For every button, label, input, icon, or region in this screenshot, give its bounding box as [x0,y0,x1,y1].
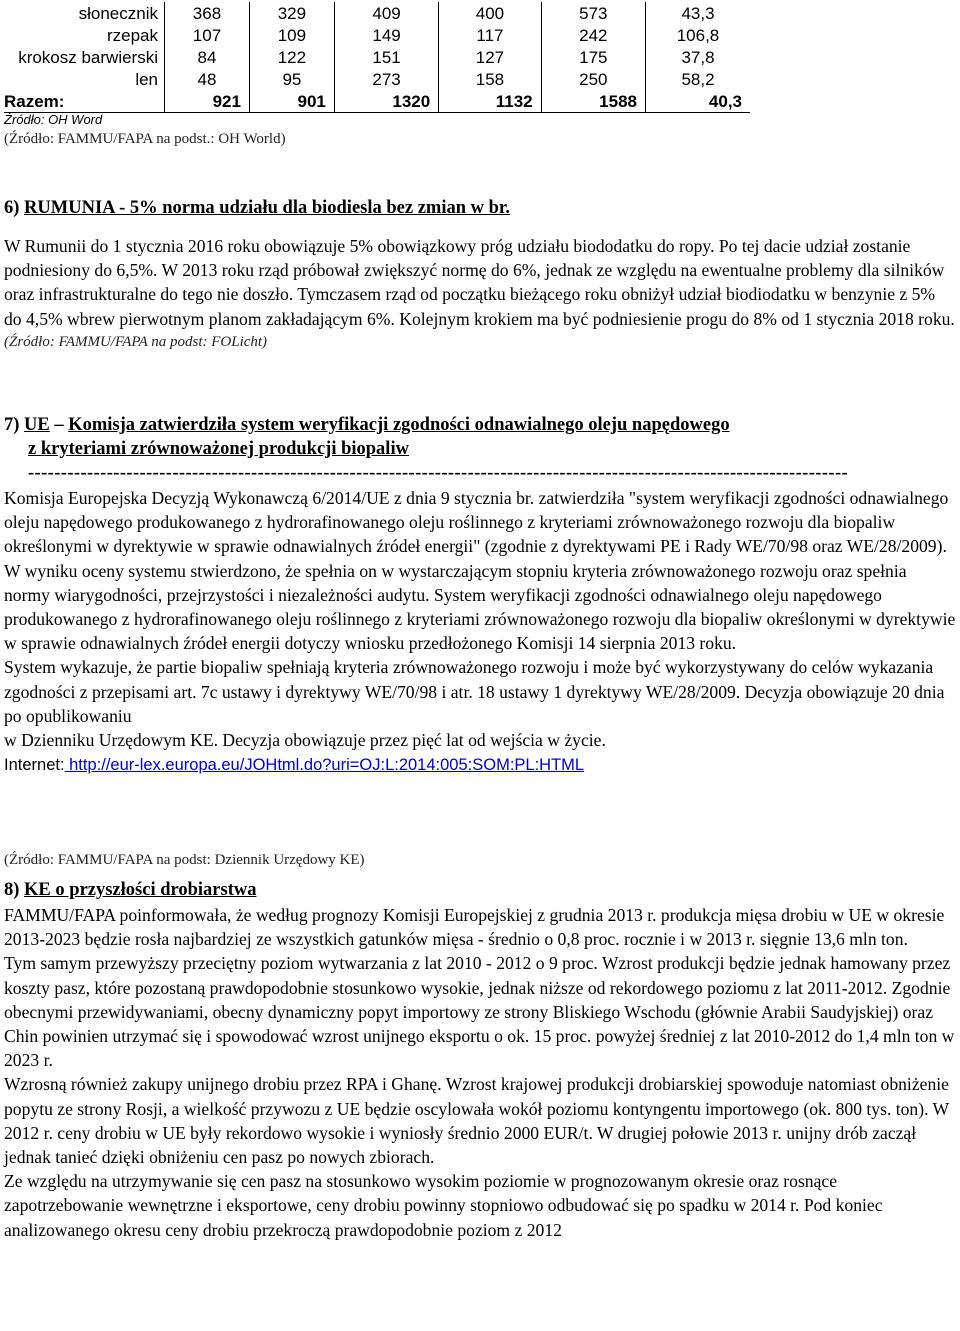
table-cell: 1320 [334,90,438,113]
internet-line [4,752,956,777]
table-cell: 1132 [439,90,541,113]
table-total-row [4,90,750,113]
dash-separator: ----------------------------------------------------------------------------------------------------------------------------- [28,463,849,483]
table-row [4,2,750,24]
section-number: 6) [4,198,25,218]
table-cell: 400 [439,2,541,24]
table-cell: 84 [165,46,250,68]
table-cell: 273 [334,68,438,90]
paragraph: Tym samym przewyższy przeciętny poziom wytwarzania z lat 2010 - 2012 o 9 proc. Wzrost produkcji będzie jednak hamowany przez koszty pasz, które pozostaną prawdopodobnie stosunkowo wysokie, jednak niższe od rekordowego poziomu z lat 2011-2012. Zgodnie obecnymi przewidywaniami, obecny dynamiczny popyt importowy ze strony Bliskiego Wschodu (głównie Arabii Saudyjskiej) oraz Chin powinien utrzymać się i spowodować wzrost unijnego eksportu o ok. 15 proc. powyżej średniej z lat 2010-2012 do 1,4 mln ton w 2023 r. [4,953,955,1071]
table-cell: 158 [439,68,541,90]
table-cell: 149 [334,24,438,46]
table-cell: 175 [541,46,645,68]
section-title: Komisja zatwierdziła system weryfikacji zgodności odnawialnego oleju napędowego [68,415,730,435]
paragraph: W wyniku oceny systemu stwierdzono, że spełnia on w wystarczającym stopniu kryteria zrównoważonego rozwoju oraz spełnia normy wiarygodności, przejrzystości i niezależności audytu. System weryfikacji zgodności odnawialnego oleju napędowego produkowanego z hydrorafinowanego oleju roślinnego z kryteriami zrównoważonego rozwoju dla biopaliw określonymi w dyrektywie [4,560,956,630]
section-7-source-wrap [4,849,956,871]
table-cell: 48 [165,68,250,90]
section-8-body [4,903,956,1242]
section-source: (Źródło: FAMMU/FAPA na podst: FOLicht) [4,333,268,350]
section-8-heading [4,878,956,902]
table-cell: 1588 [541,90,645,113]
heading-dash: – [49,415,69,435]
section-6-body [4,234,956,353]
section-number: 7) [4,415,25,435]
section-title: RUMUNIA - 5% norma udziału dla biodiesla bez zmian w br. [24,198,511,218]
paragraph: W Rumunii do 1 stycznia 2016 roku obowiązuje 5% obowiązkowy próg udziału biododatku do ropy. Po tej dacie udział zostanie podniesiony do 6,5%. W 2013 roku rząd próbował zwiększyć normę do 6%, jednak ze względu na ewentualne problemy dla silników oraz infrastrukturalne do tego nie doszło. Tymczasem rząd od początku bieżącego roku obniżył udział biodiodatku w benzynie z 5% do 4,5% wbrew pierwotnym planom zakładającym 6%. Kolejnym krokiem ma być podniesienie progu do 8% od 1 stycznia 2018 roku. [4,236,955,329]
section-7-heading-line2 [4,437,956,461]
row-label: len [135,69,158,89]
table-row [4,24,750,46]
table-source-short: Źródło: OH Word [4,112,103,127]
table-cell: 107 [165,24,250,46]
table-cell: 43,3 [646,2,751,24]
section-7-heading [4,413,956,437]
paragraph: w Dzienniku Urzędowym KE. Decyzja obowiązuje przez pięć lat od wejścia w życie. [4,730,606,751]
section-title-cont: z kryteriami zrównoważonej produkcji biopaliw [28,439,409,459]
section-7 [4,413,956,485]
table-cell: 151 [334,46,438,68]
row-label: Razem: [4,90,165,113]
section-7-body [4,486,956,777]
paragraph: System wykazuje, że partie biopaliw spełniają kryteria zrównoważonego rozwoju i może być wykorzystywany do celów wykazania zgodności z przepisami art. 7c ustawy i dyrektywy WE/70/98 i atr. 18 ustawy 1 dyrektywy WE/28/2009. Decyzja obowiązuje 20 dnia po opublikowaniu [4,657,945,726]
table-cell: 901 [249,90,334,113]
section-title: KE o przyszłości drobiarstwa [24,880,257,900]
table-cell: 573 [541,2,645,24]
table-cell: 106,8 [646,24,751,46]
table-cell: 40,3 [646,90,751,113]
table-cell: 368 [165,2,250,24]
section-region: UE [24,415,50,435]
table-cell: 122 [249,46,334,68]
table-cell: 127 [439,46,541,68]
table-row [4,46,750,68]
row-label: rzepak [106,25,158,45]
paragraph: Wzrosną również zakupy unijnego drobiu przez RPA i Ghanę. Wzrost krajowej produkcji drobiarskiej spowoduje natomiast obniżenie popytu ze strony Rosji, a wielkość przywozu z UE będzie oscylowała wokół poziomu kontyngentu importowego (ok. 800 tys. ton). W 2012 r. ceny drobiu w UE były rekordowo wysokie i wyniosły średnio 2000 EUR/t. W drugiej połowie 2013 r. unijny drób zaczął jednak tanieć dzięki obniżeniu cen pasz po nowych zbiorach. [4,1074,949,1168]
table-cell: 250 [541,68,645,90]
table-cell: 117 [439,24,541,46]
section-8 [4,878,956,902]
paragraph: Komisja Europejska Decyzją Wykonawczą 6/2014/UE z dnia 9 stycznia br. zatwierdziła "system weryfikacji zgodności odnawialnego oleju napędowego produkowanego z hydrorafinowanego oleju roślinnego z kryteriami zrównoważonego rozwoju dla biopaliw określonymi w dyrektywie w sprawie odnawialnych źródeł energii" (zgodnie z dyrektywami PE i Rady WE/70/98 oraz WE/28/2009). [4,488,949,557]
table-cell: 409 [334,2,438,24]
section-number: 8) [4,880,25,900]
internet-label: Internet: [4,756,65,775]
paragraph: FAMMU/FAPA poinformowała, że według prognozy Komisji Europejskiej z grudnia 2013 r. produkcja mięsa drobiu w UE w okresie 2013-2023 będzie rosła najbardziej ze wszystkich gatunków mięsa - średnio o 0,8 proc. rocznie i w 2013 r. sięgnie 13,6 mln ton. [4,905,945,950]
table-source: (Źródło: FAMMU/FAPA na podst.: OH World) [4,131,286,147]
eur-lex-link[interactable]: http://eur-lex.europa.eu/JOHtml.do?uri=OJ:L:2014:005:SOM:PL:HTML [64,756,585,775]
paragraph: Ze względu na utrzymywanie się cen pasz na stosunkowo wysokim poziomie w prognozowanym okresie oraz rosnące zapotrzebowanie wewnętrzne i eksportowe, ceny drobiu powinny stopniowo odbudować się po spadku w 2014 r. Pod koniec analizowanego okresu ceny drobiu przekroczą prawdopodobnie poziom z 2012 [4,1171,883,1240]
section-6-heading [4,196,956,220]
row-label: krokosz barwierski [18,47,158,67]
table-cell: 37,8 [646,46,751,68]
row-label: słonecznik [78,3,158,23]
table-cell: 109 [249,24,334,46]
table-row [4,68,750,90]
section-source: (Źródło: FAMMU/FAPA na podst: Dziennik Urzędowy KE) [4,852,365,868]
table-cell: 95 [249,68,334,90]
table-cell: 242 [541,24,645,46]
table-cell: 921 [165,90,250,113]
section-6 [4,196,956,220]
table-cell: 329 [249,2,334,24]
paragraph: w sprawie odnawialnych źródeł energii dotyczy wniosku przedłożonego Komisji 14 sierpnia 2013 roku. [4,633,737,654]
table-cell: 58,2 [646,68,751,90]
oilseed-table [4,2,750,113]
